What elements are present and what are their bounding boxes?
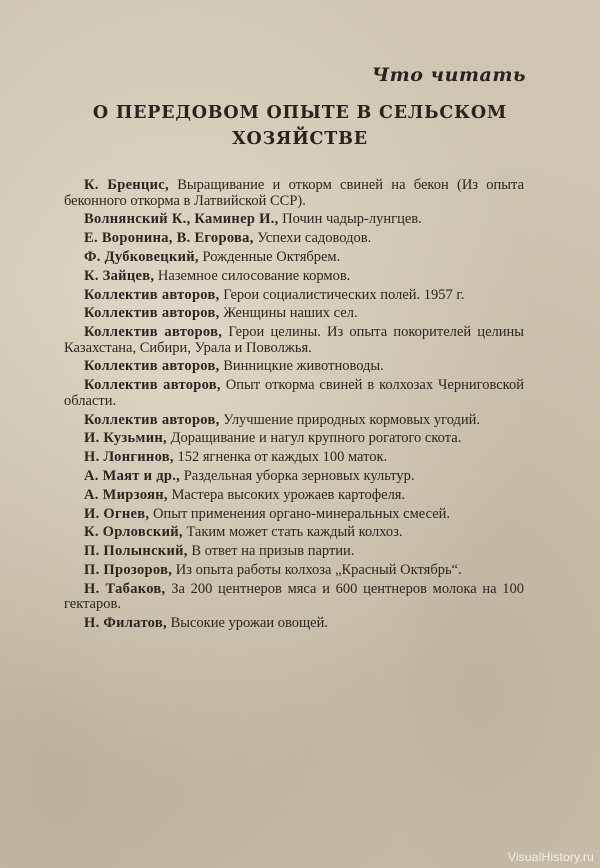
- book-title: Таким может стать каждый колхоз.: [182, 524, 403, 541]
- book-title: Рожденные Октябрем.: [198, 248, 341, 265]
- book-author: Н. Лонгинов,: [84, 449, 174, 466]
- book-title: Опыт откорма свиней в колхозах Черниговской области.: [64, 377, 524, 409]
- book-entry: [64, 488, 524, 504]
- book-author: К. Бренцис,: [84, 177, 169, 193]
- book-author: Е. Воронина, В. Егорова,: [84, 230, 254, 247]
- page-title-line-2: ХОЗЯЙСТВЕ: [232, 129, 368, 149]
- book-title: 152 ягненка от каждых 100 маток.: [173, 449, 388, 466]
- book-entry: [64, 616, 524, 632]
- book-entry: [64, 378, 524, 409]
- book-author: И. Огнев,: [84, 505, 150, 522]
- book-title: Мастера высоких урожаев картофеля.: [167, 486, 406, 503]
- book-title: Опыт применения органо-минеральных смесей.: [149, 505, 451, 522]
- book-title: Герои социалистических полей. 1957 г.: [219, 286, 465, 303]
- book-title: Наземное силосование кормов.: [154, 267, 351, 284]
- book-author: Ф. Дубковецкий,: [84, 248, 199, 265]
- book-entry: [64, 178, 524, 209]
- book-author: Коллектив авторов,: [84, 324, 223, 341]
- book-title: Успехи садоводов.: [253, 230, 372, 247]
- book-entry: [64, 544, 524, 560]
- book-entry: [64, 269, 524, 285]
- section-label: Что читать: [371, 64, 526, 86]
- book-entry: [64, 525, 524, 541]
- book-title: Герои целины. Из опыта покорителей целины Казахстана, Сибири, Урала и Поволжья.: [64, 324, 525, 356]
- book-title: Почин чадыр-лунгцев.: [278, 211, 422, 228]
- book-author: П. Прозоров,: [84, 561, 173, 578]
- book-title: Высокие урожаи овощей.: [166, 615, 328, 631]
- book-author: П. Полынский,: [84, 543, 188, 560]
- book-author: Коллектив авторов,: [84, 358, 220, 375]
- book-title: Женщины наших сел.: [219, 305, 358, 322]
- book-entry: [64, 413, 524, 429]
- book-title: Выращивание и откорм свиней на бекон (Из опыта беконного откорма в Латвийской ССР).: [64, 177, 524, 209]
- book-list: [64, 178, 524, 635]
- book-title: В ответ на призыв партии.: [187, 543, 355, 560]
- book-author: Коллектив авторов,: [84, 286, 220, 303]
- book-entry: [64, 288, 524, 304]
- book-title: За 200 центнеров мяса и 600 центнеров молока на 100 гектаров.: [64, 580, 524, 613]
- book-author: К. Зайцев,: [84, 267, 155, 284]
- book-author: Коллектив авторов,: [84, 305, 220, 322]
- page-title-line-1: О ПЕРЕДОВОМ ОПЫТЕ В СЕЛЬСКОМ: [92, 103, 508, 123]
- book-title: Улучшение природных кормовых угодий.: [219, 411, 481, 428]
- book-entry: [64, 212, 524, 228]
- book-title: Раздельная уборка зерновых культур.: [180, 467, 415, 484]
- watermark: VisualHistory.ru: [507, 850, 594, 864]
- book-author: И. Кузьмин,: [84, 430, 167, 447]
- book-entry: [64, 306, 524, 322]
- book-author: А. Мирзоян,: [84, 486, 168, 503]
- book-author: А. Маят и др.,: [84, 467, 181, 484]
- book-entry: [64, 325, 524, 356]
- book-entry: [64, 582, 524, 613]
- book-entry: [64, 231, 524, 247]
- book-author: Коллектив авторов,: [84, 411, 220, 428]
- book-author: Коллектив авторов,: [84, 377, 221, 394]
- book-title: Из опыта работы колхоза „Красный Октябрь“.: [172, 561, 462, 578]
- book-author: Н. Филатов,: [84, 615, 167, 631]
- book-entry: [64, 431, 524, 447]
- book-author: К. Орловский,: [84, 524, 183, 541]
- book-entry: [64, 507, 524, 523]
- book-title: Винницкие животноводы.: [219, 358, 384, 375]
- book-entry: [64, 359, 524, 375]
- book-entry: [64, 469, 524, 485]
- book-entry: [64, 563, 524, 579]
- book-author: Н. Табаков,: [84, 580, 166, 597]
- book-entry: [64, 450, 524, 466]
- book-author: Волнянский К., Каминер И.,: [84, 211, 279, 228]
- book-title: Доращивание и нагул крупного рогатого скота.: [166, 430, 462, 447]
- book-entry: [64, 250, 524, 266]
- page-title: [90, 100, 510, 152]
